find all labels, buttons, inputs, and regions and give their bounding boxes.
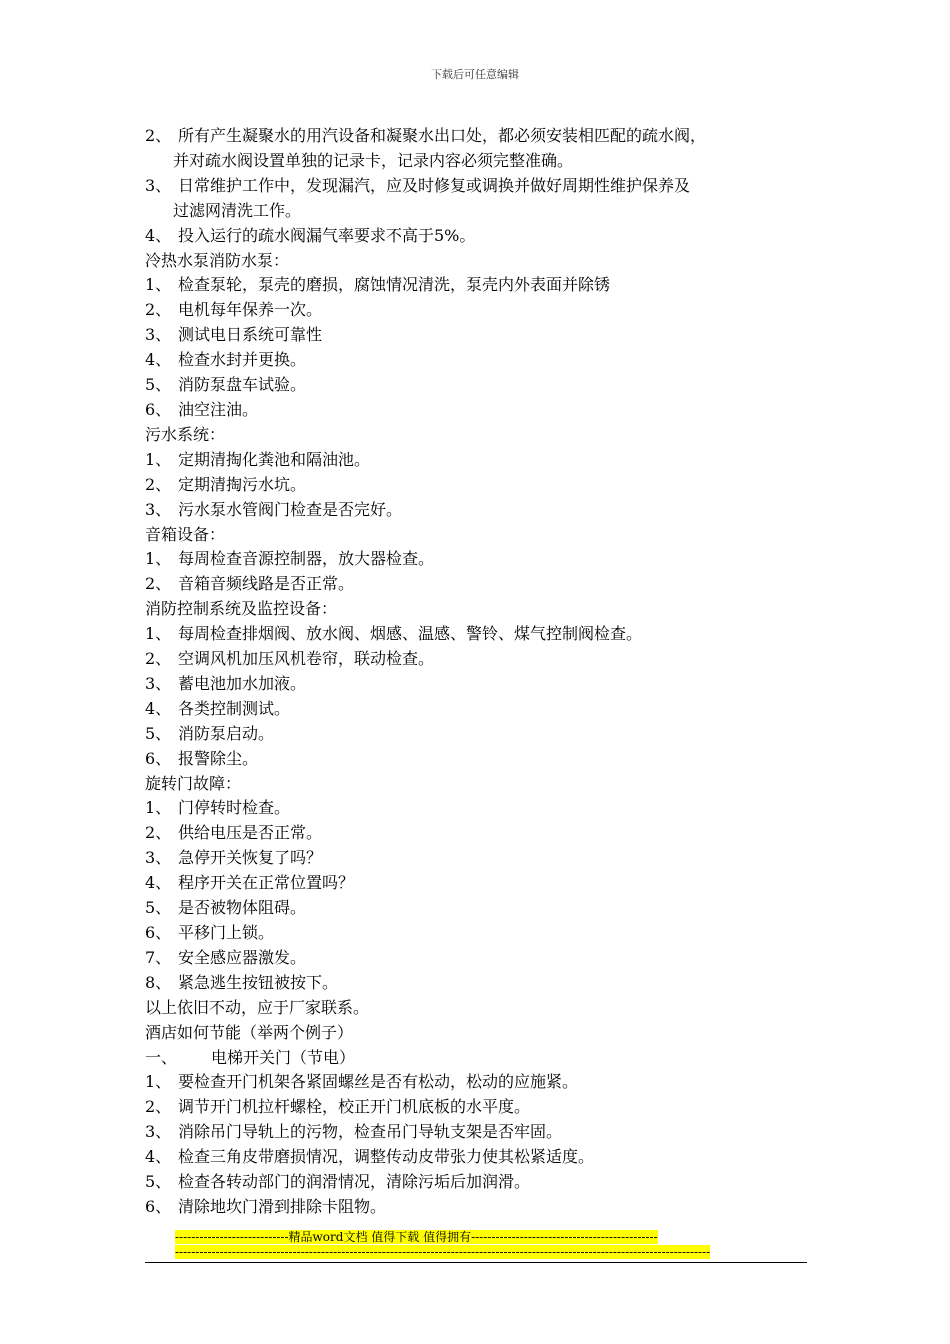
item-number: 2、 <box>145 1097 172 1117</box>
list-item-continuation <box>145 199 815 224</box>
item-text: 日常维护工作中，发现漏汽，应及时修复或调换并做好周期性维护保养及 <box>178 175 691 195</box>
item-text: 消防控制系统及监控设备： <box>145 599 338 619</box>
item-number: 6、 <box>145 748 172 768</box>
item-text: 急停开关恢复了吗？ <box>178 848 323 868</box>
list-item <box>145 871 815 896</box>
item-number: 2、 <box>145 649 172 669</box>
list-item <box>145 1120 815 1145</box>
item-text: 调节开门机拉杆螺栓，校正开门机底板的水平度。 <box>178 1097 531 1117</box>
list-item <box>145 971 815 996</box>
item-number: 2、 <box>145 300 172 320</box>
list-item <box>145 473 815 498</box>
item-number: 7、 <box>145 947 172 967</box>
list-item <box>145 498 815 523</box>
footer-rule <box>145 1262 807 1263</box>
item-number: 1、 <box>145 1072 172 1092</box>
item-text: 定期清掏化粪池和隔油池。 <box>178 449 371 469</box>
item-text: 门停转时检查。 <box>178 798 291 818</box>
list-item <box>145 1170 815 1195</box>
footer-banner: ----------------------------精品word文档 值得下载 值得拥有---------------------------------------------- <box>175 1230 658 1244</box>
section-heading <box>145 772 815 797</box>
item-text: 并对疏水阀设置单独的记录卡，记录内容必须完整准确。 <box>173 150 574 170</box>
section-heading <box>145 996 815 1021</box>
item-number: 1、 <box>145 624 172 644</box>
item-text: 清除地坎门滑到排除卡阻物。 <box>178 1196 387 1216</box>
item-number: 6、 <box>145 399 172 419</box>
item-number: 1、 <box>145 275 172 295</box>
list-item <box>145 1046 815 1071</box>
item-text: 检查三角皮带磨损情况，调整传动皮带张力使其松紧适度。 <box>178 1147 595 1167</box>
item-text: 空调风机加压风机卷帘，联动检查。 <box>178 649 435 669</box>
list-item <box>145 722 815 747</box>
list-item <box>145 846 815 871</box>
item-number: 8、 <box>145 972 172 992</box>
item-number: 5、 <box>145 898 172 918</box>
item-number: 3、 <box>145 848 172 868</box>
item-text: 所有产生凝聚水的用汽设备和凝聚水出口处，都必须安装相匹配的疏水阀， <box>178 126 707 145</box>
section-heading <box>145 597 815 622</box>
item-number: 一、 <box>145 1047 178 1067</box>
item-text: 音箱音频线路是否正常。 <box>178 574 355 594</box>
item-number: 2、 <box>145 126 172 145</box>
list-item <box>145 946 815 971</box>
item-text: 各类控制测试。 <box>178 698 291 718</box>
item-number: 2、 <box>145 574 172 594</box>
item-number: 3、 <box>145 1122 172 1142</box>
item-number: 2、 <box>145 474 172 494</box>
item-number: 5、 <box>145 375 172 395</box>
list-item <box>145 273 815 298</box>
section-heading <box>145 1021 815 1046</box>
item-text: 安全感应器激发。 <box>178 947 307 967</box>
item-number: 4、 <box>145 1147 172 1167</box>
footer-dashes: ------------------------------------------------------------------------------------------------------------------------------------ <box>175 1245 711 1259</box>
list-item <box>145 747 815 772</box>
list-item-continuation <box>145 149 815 174</box>
list-item <box>145 398 815 423</box>
item-text: 消防泵盘车试验。 <box>178 375 307 395</box>
document-body <box>145 124 815 1220</box>
item-text: 旋转门故障： <box>145 773 242 793</box>
list-item <box>145 921 815 946</box>
item-text: 以上依旧不动，应于厂家联系。 <box>145 997 370 1017</box>
list-item <box>145 896 815 921</box>
item-text: 检查各转动部门的润滑情况，清除污垢后加润滑。 <box>178 1172 531 1192</box>
item-number: 1、 <box>145 798 172 818</box>
list-item <box>145 224 815 249</box>
section-heading <box>145 249 815 274</box>
item-text: 酒店如何节能（举两个例子） <box>145 1022 354 1042</box>
item-text: 检查泵轮，泵壳的磨损，腐蚀情况清洗，泵壳内外表面并除锈 <box>178 275 611 295</box>
item-number: 4、 <box>145 873 172 893</box>
item-text: 每周检查音源控制器，放大器检查。 <box>178 549 435 569</box>
list-item <box>145 298 815 323</box>
item-text: 是否被物体阻碍。 <box>178 898 307 918</box>
item-text: 要检查开门机架各紧固螺丝是否有松动，松动的应施紧。 <box>178 1072 579 1092</box>
list-item <box>145 622 815 647</box>
item-number: 4、 <box>145 698 172 718</box>
item-number: 3、 <box>145 499 172 519</box>
section-heading <box>145 423 815 448</box>
item-text: 过滤网清洗工作。 <box>173 200 302 220</box>
item-text: 紧急逃生按钮被按下。 <box>178 972 339 992</box>
item-number: 3、 <box>145 175 172 195</box>
list-item <box>145 697 815 722</box>
item-text: 冷热水泵消防水泵： <box>145 250 290 270</box>
list-item <box>145 1095 815 1120</box>
list-item <box>145 672 815 697</box>
item-text: 蓄电池加水加液。 <box>178 673 307 693</box>
list-item <box>145 174 815 199</box>
list-item <box>145 373 815 398</box>
item-text: 消除吊门导轨上的污物，检查吊门导轨支架是否牢固。 <box>178 1122 563 1142</box>
footer <box>145 1228 807 1259</box>
item-number: 5、 <box>145 1172 172 1192</box>
item-text: 检查水封并更换。 <box>178 350 307 370</box>
item-text: 供给电压是否正常。 <box>178 823 323 843</box>
list-item <box>145 124 815 149</box>
item-text: 测试电日系统可靠性 <box>178 325 323 345</box>
item-number: 5、 <box>145 723 172 743</box>
item-number: 4、 <box>145 225 172 245</box>
list-item <box>145 572 815 597</box>
list-item <box>145 647 815 672</box>
item-number: 1、 <box>145 549 172 569</box>
item-text: 定期清掏污水坑。 <box>178 474 307 494</box>
item-text: 平移门上锁。 <box>178 923 275 942</box>
item-text: 油空注油。 <box>178 399 259 419</box>
item-text: 电梯开关门（节电） <box>211 1047 356 1067</box>
item-number: 6、 <box>145 1196 172 1216</box>
item-text: 消防泵启动。 <box>178 723 275 743</box>
item-text: 投入运行的疏水阀漏气率要求不高于5%。 <box>178 225 476 245</box>
item-number: 3、 <box>145 673 172 693</box>
list-item <box>145 796 815 821</box>
item-text: 程序开关在正常位置吗？ <box>178 873 355 893</box>
list-item <box>145 1195 815 1220</box>
list-item <box>145 1070 815 1095</box>
list-item <box>145 448 815 473</box>
item-text: 每周检查排烟阀、放水阀、烟感、温感、警铃、煤气控制阀检查。 <box>178 624 643 644</box>
item-number: 2、 <box>145 823 172 843</box>
item-number: 6、 <box>145 923 172 942</box>
item-text: 污水泵水管阀门检查是否完好。 <box>178 499 403 519</box>
page-header: 下载后可任意编辑 <box>431 68 519 81</box>
section-heading <box>145 523 815 548</box>
list-item <box>145 1145 815 1170</box>
list-item <box>145 348 815 373</box>
list-item <box>145 323 815 348</box>
item-number: 3、 <box>145 325 172 345</box>
item-text: 报警除尘。 <box>178 748 259 768</box>
item-number: 1、 <box>145 449 172 469</box>
item-number: 4、 <box>145 350 172 370</box>
item-text: 音箱设备： <box>145 524 226 544</box>
item-text: 电机每年保养一次。 <box>178 300 323 320</box>
list-item <box>145 821 815 846</box>
list-item <box>145 547 815 572</box>
item-text: 污水系统： <box>145 424 226 444</box>
